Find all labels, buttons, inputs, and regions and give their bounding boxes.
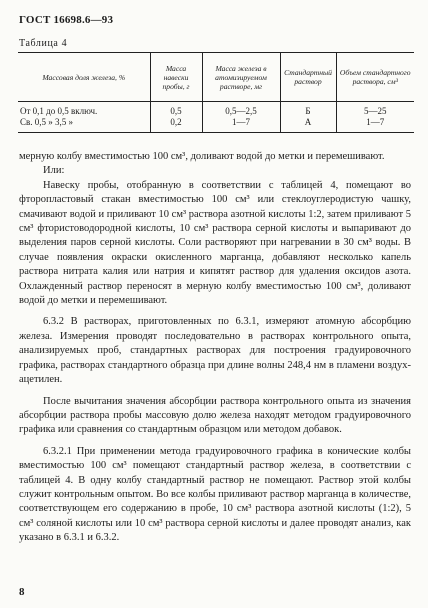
paragraph: 6.3.2 В растворах, приготовленных по 6.3.1, измеряют атомную абсорбцию железа. Измерения проводят последовательно в растворах контрольного опыта, анализируемых проб, стандартных растворах для построения градуировочного графика, растворах стандартного образца при длине волны 248,4 нм в пламени воздух-ацетилен. bbox=[19, 316, 411, 386]
column-header: Стандартный раствор bbox=[280, 53, 336, 102]
paragraph: Или: bbox=[43, 165, 65, 177]
table-cell: 1—7 bbox=[366, 116, 385, 127]
table-cell: 1—7 bbox=[232, 116, 250, 127]
table-cell: 0,5—2,5 bbox=[225, 106, 257, 116]
table-cell: От 0,1 до 0,5 включ. bbox=[20, 106, 98, 116]
document-header: ГОСТ 16698.6—93 bbox=[19, 14, 114, 26]
body-text bbox=[19, 150, 411, 546]
page-number: 8 bbox=[19, 586, 25, 598]
column-header: Массовая доля железа, % bbox=[18, 53, 150, 102]
table-cell: Б bbox=[305, 106, 311, 116]
paragraph: 6.3.2.1 При применении метода градуировочного графика в конические колбы вместимостью 100 см³ помещают стандартный раствор железа, в соответствии с таблицей 4. В одну колбу стандартный раствор не помещают. Раствор этой колбы служит контрольным опытом. Во все колбы приливают раствор марганца в количестве, соответствующем его содержанию в пробе, 10 см³ раствора азотной кислоты (1:2), 5 см³ соляной кислоты или 10 см³ раствора серной кислоты и далее проводят анализ, как указано в 6.3.1 и 6.3.2. bbox=[19, 445, 411, 544]
column-header: Масса железа в атомизируемом растворе, мг bbox=[202, 53, 280, 102]
table-row bbox=[18, 102, 414, 133]
paragraph: Навеску пробы, отобранную в соответствии с таблицей 4, помещают во фторопластовый стакан вместимостью 100 см³ или стеклоуглеродистую чашку, смачивают водой и приливают 10 см³ раствора азотной кислоты 1:2, затем приливают 5 см³ фтористоводородной кислоты, 10 см³ раствора серной кислоты и выпаривают до выделения паров серной кислоты. Соли растворяют при нагревании в 30 см³ воды. В случае появления окраски окисленного марганца, добавляют несколько капель раствора нитрата калия или натрия и кипятят раствор для удаления оксидов азота. Охлажденный раствор переносят в мерную колбу вместимостью 100 см³, доливают водой до метки и перемешивают. bbox=[19, 179, 411, 307]
table-cell: Св. 0,5 » 3,5 » bbox=[20, 116, 74, 127]
paragraph: мерную колбу вместимостью 100 см³, доливают водой до метки и перемешивают. bbox=[19, 151, 385, 162]
table-cell: 0,5 bbox=[170, 106, 182, 116]
column-header: Масса навески пробы, г bbox=[150, 53, 202, 102]
table-header-row bbox=[18, 53, 414, 102]
table-cell: 5—25 bbox=[364, 106, 387, 116]
table-caption: Таблица 4 bbox=[19, 38, 68, 49]
paragraph: После вычитания значения абсорбции раствора контрольного опыта из значения абсорбции раствора пробы массовую долю железа находят методом градуировочного графика или сравнения со стандартным образцом или методом добавок. bbox=[19, 395, 411, 436]
table-cell: 0,2 bbox=[170, 116, 182, 127]
table-cell: А bbox=[304, 116, 312, 127]
column-header: Объем стандартного раствора, см³ bbox=[336, 53, 414, 102]
table-4 bbox=[18, 52, 414, 133]
